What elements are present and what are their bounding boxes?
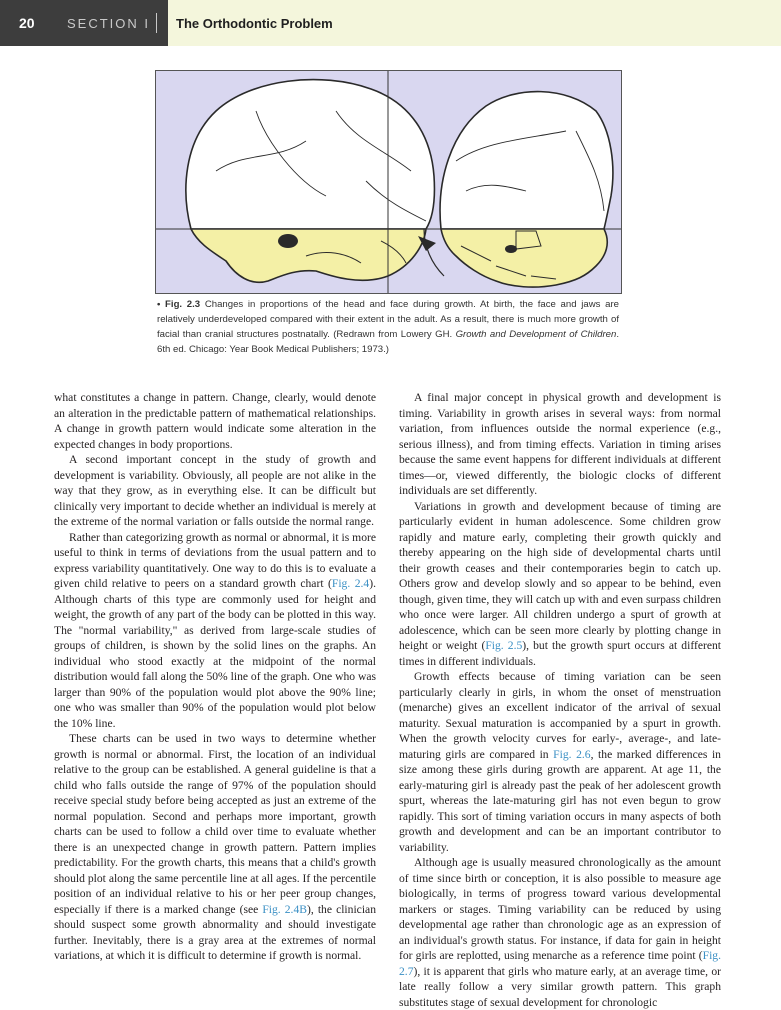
paragraph-text: Rather than categorizing growth as normal or abnormal, it is more useful to think in terms of deviations from the usual pattern and to express variability quantitatively. One way to do this is to evaluate a given child relative to peers on a standard growth chart ( [54,530,376,590]
caption-bullet: • [157,299,161,310]
paragraph-text: , the marked differences in size among these girls during growth are apparent. At age 11, the early-maturing girl is already past the peak of her adolescent growth spurt, whereas the late-maturing girl has not even begun to grow rapidly. This sort of timing variation occurs in many aspects of both growth and development and can be an important contributor to variability. [399,747,721,854]
paragraph-text: ), but the growth spurt occurs at different times in different individuals. [399,639,721,668]
running-header [0,0,781,46]
figure-link[interactable]: Fig. 2.5 [485,639,523,652]
figure-link[interactable]: Fig. 2.6 [553,747,591,761]
paragraph [399,855,721,1010]
page-number: 20 [19,15,35,31]
paragraph [399,669,721,855]
paragraph: A second important concept in the study of growth and development is variability. Obviously, all people are not alike in the way that they grow, as in everything else. It can be difficult but clinically very important to decide whether an individual is merely at the extreme of the normal variation or falls outside the normal range. [54,453,376,528]
skull-illustration [156,71,621,293]
paragraph-text: Although age is usually measured chronologically as the amount of time since birth or conception, it is also possible to measure age biologically, in terms of progress toward various developmental markers or stages. Timing variability can be reduced by using developmental age rather than chronologic age as an expression of an individual's growth status. For instance, if data for gain in height for girls are replotted, using menarche as a reference time point ( [399,856,721,962]
section-label: SECTION I [67,15,151,31]
caption-text-end: . 6th ed. Chicago: Year Book Medical Publishers; 1973.) [157,329,619,355]
paragraph-text: Growth effects because of timing variation can be seen particularly clearly in girls, in whom the onset of menstruation (menarche) gives an excellent indicator of the arrival of sexual maturity. Sexual maturation is accompanied by a spurt in growth. When the growth velocity curves for early-, average-, and late-maturing girls are compared in [399,670,721,761]
figure-link[interactable]: Fig. 2.4B [262,902,307,916]
chapter-title: The Orthodontic Problem [176,15,333,31]
paragraph [54,731,376,964]
left-column [54,390,376,964]
paragraph-text: ), the clinician should suspect some growth abnormality and should investigate further. Inevitably, there is a gray area at the extremes of normal variations, at which it is difficult to determine if growth is normal. [54,902,376,962]
figure-link[interactable]: Fig. 2.7 [399,949,721,978]
figure-label: Fig. 2.3 [165,299,201,310]
paragraph: what constitutes a change in pattern. Change, clearly, would denote an alteration in the predictable pattern of mathematical relationships. A change in growth pattern would indicate some alteration in the expected changes in body proportions. [54,391,376,451]
paragraph-text: Variations in growth and development because of timing are particularly evident in human adolescence. Some children grow rapidly and mature early, completing their growth quickly and thereby appearing on the high side of developmental charts until their growth ceases and their contemporaries begin to catch up. Others grow and develop slowly and so appear to be behind, even though, given time, they will catch up with and even surpass children who once were larger. All children undergo a spurt of growth at adolescence, which can be seen more clearly by plotting change in height or weight ( [399,499,721,652]
caption-text: Changes in proportions of the head and face during growth. At birth, the face and jaws are relatively underdeveloped compared with their extent in the adult. As a result, there is much more growth of facial than cranial structures postnatally. (Redrawn from Lowery GH. [157,299,619,340]
paragraph-text: ), it is apparent that girls who mature early, at an average time, or late really follow a very similar growth pattern. This graph substitutes stage of sexual development for chronologic [399,964,721,1009]
paragraph-text: These charts can be used in two ways to determine whether growth is normal or abnormal. First, the location of an individual relative to the group can be established. A general guideline is that a child who falls outside the range of 97% of the population should receive special study before being accepted as just an extreme of the normal population. Second and perhaps more important, growth charts can be used to follow a child over time to evaluate whether there is an unexpected change in growth pattern. Pattern implies predictability. For the growth charts, this means that a child's growth should plot along the same percentile line at all ages. If the percentile position of an individual relative to his or her peer group changes, especially if there is a marked change (see [54,732,376,916]
header-tab [0,0,168,46]
paragraph-text: ). Although charts of this type are commonly used for height and weight, the growth of any part of the body can be plotted in this way. The "normal variability," as derived from large-scale studies of groups of children, is shown by the solid lines on the graphs. An individual who stood exactly at the midpoint of the normal distribution would fall along the 50% line of the graph. One who was larger than 90% of the population would plot above the 90% line; one who was smaller than 90% of the population would plot below the 10% line. [54,577,376,730]
paragraph: A final major concept in physical growth and development is timing. Variability in growth arises in several ways: from normal variation, from influences outside the normal experience (e.g., serious illness), and from timing effects. Variation in timing arises because the same event happens for different individuals at different times—or, viewed differently, the biologic clocks of different individuals are set differently. [399,391,721,497]
paragraph [54,530,376,732]
header-divider [156,13,157,33]
figure-caption [157,297,619,357]
paragraph [399,499,721,670]
right-column [399,390,721,1010]
figure-link[interactable]: Fig. 2.4 [331,577,370,590]
caption-book-title: Growth and Development of Children [455,329,617,340]
lateral-skull-drawing [186,80,435,283]
figure-2-3 [155,70,622,294]
